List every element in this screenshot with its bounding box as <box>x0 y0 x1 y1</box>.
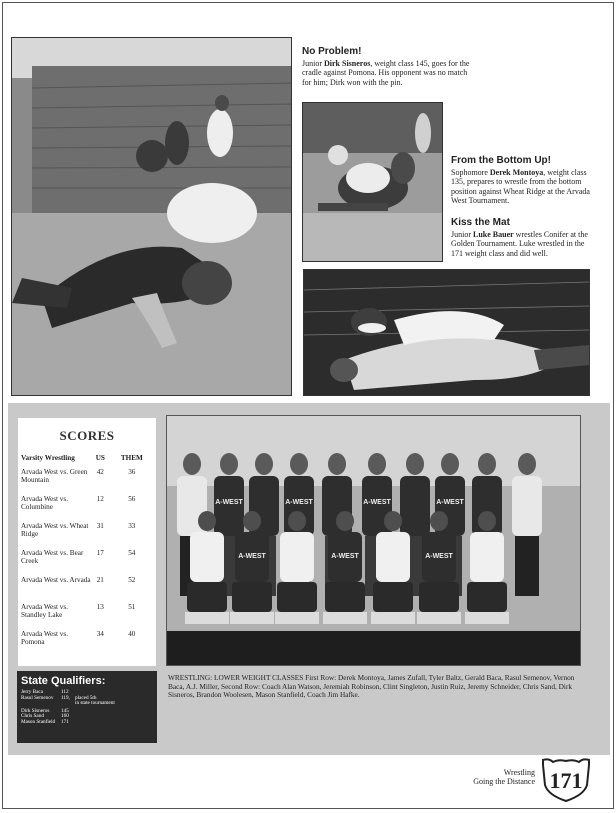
score-match: Arvada West vs. Wheat Ridge <box>21 522 89 539</box>
qualifier-name <box>21 701 61 707</box>
qualifier-weight: 112 <box>61 689 69 695</box>
page-number: 171 <box>549 768 583 793</box>
scores-box <box>18 418 156 666</box>
photo-bottom-position <box>302 102 443 262</box>
jersey-label: A-WEST <box>425 553 453 560</box>
score-us: 13 <box>96 603 104 612</box>
score-match: Arvada West vs. Bear Creek <box>21 549 84 566</box>
score-match: Arvada West vs. Pomona <box>21 630 68 647</box>
jersey-label: A-WEST <box>363 499 391 506</box>
jersey-label: A-WEST <box>285 499 313 506</box>
scores-header-row <box>21 454 154 468</box>
footer-section-label <box>473 768 535 786</box>
score-match: Arvada West vs. Arvada <box>21 576 91 585</box>
caption-no-problem <box>302 47 470 87</box>
score-us: 12 <box>96 495 104 504</box>
qualifier-name: Rasul Semenov <box>21 694 54 701</box>
scores-table <box>21 454 154 657</box>
photo-kiss-mat <box>303 269 590 396</box>
qualifier-weight: 160 <box>61 713 69 720</box>
score-row <box>21 576 154 603</box>
caption-bottom-up <box>451 156 591 206</box>
score-them: 51 <box>128 603 136 612</box>
qualifier-name: Dirk Sisneros <box>21 707 50 714</box>
caption-no-problem-text: Junior Dirk Sisneros, weight class 145, goes for the cradle against Pomona. His opponent was no match for him; Dirk won with the pin. <box>302 58 470 87</box>
qualifier-note <box>75 720 155 726</box>
jersey-label: A-WEST <box>331 553 359 560</box>
score-them: 56 <box>128 495 136 504</box>
qualifier-row <box>21 701 155 707</box>
yearbook-page <box>2 2 614 809</box>
score-match: Arvada West vs. Green Mountain <box>21 468 88 485</box>
score-row <box>21 603 154 630</box>
score-them: 33 <box>128 522 136 531</box>
jersey-label: A-WEST <box>436 499 464 506</box>
score-us: 42 <box>96 468 104 477</box>
caption-kiss-mat <box>451 218 591 258</box>
qualifier-row <box>21 720 155 726</box>
score-us: 21 <box>96 576 104 585</box>
caption-no-problem-title: No Problem! <box>302 46 362 57</box>
caption-bottom-up-title: From the Bottom Up! <box>451 155 551 166</box>
score-row <box>21 522 154 549</box>
scores-header-match: Varsity Wrestling <box>21 454 75 462</box>
jersey-label: A-WEST <box>215 499 243 506</box>
caption-bottom-up-text: Sophomore Derek Montoya, weight class 135, prepares to wrestle from the bottom position against Wheat Ridge at the Arvada West Tournament. <box>451 167 590 205</box>
jersey-label: A-WEST <box>238 553 266 560</box>
qualifier-weight: 171 <box>61 718 69 725</box>
qualifier-note: in state tournament <box>75 700 115 707</box>
scores-title: SCORES <box>59 428 115 443</box>
team-photo <box>166 415 581 666</box>
qualifier-name: Jerry Baca <box>21 689 44 695</box>
team-caption: WRESTLING: LOWER WEIGHT CLASSES First Row: Derek Montoya, James Zufall, Tyler Baltz, Gerald Baca, Rasul Semenov, Vernon Baca, A.J. Miller, Second Row: Coach Alan Watson, Jeremiah Robinson, Clint Singleton, Justin Ruiz, Jeremy Schneider, Chris Sand, Dirk Sisneros, Brandon Woolesen, Mason Stanfield, Coach Jim Hafke. <box>168 673 575 700</box>
scores-header-us: US <box>95 454 105 462</box>
page-number-badge <box>540 757 592 803</box>
score-us: 34 <box>96 630 104 639</box>
score-them: 36 <box>128 468 136 477</box>
state-qualifiers-list <box>21 690 155 726</box>
score-them: 40 <box>128 630 136 639</box>
score-them: 52 <box>128 576 136 585</box>
score-us: 17 <box>96 549 104 558</box>
state-qualifiers-box <box>17 671 157 743</box>
footer-section-subtitle: Going the Distance <box>473 777 535 786</box>
qualifier-weight <box>61 701 75 707</box>
caption-kiss-mat-title: Kiss the Mat <box>451 217 510 228</box>
score-them: 54 <box>128 549 136 558</box>
qualifier-name: Chris Sand <box>21 713 44 720</box>
caption-kiss-mat-text: Junior Luke Bauer wrestles Conifer at the Golden Tournament. Luke wrestled in the 171 weight class and did well. <box>451 229 588 258</box>
score-match: Arvada West vs. Standley Lake <box>21 603 68 620</box>
qualifier-weight: 119, <box>61 694 70 701</box>
score-row <box>21 495 154 522</box>
score-us: 31 <box>96 522 104 531</box>
qualifier-note: placed 5th <box>75 694 97 701</box>
score-row <box>21 549 154 576</box>
footer-section-title: Wrestling <box>503 768 535 777</box>
score-row <box>21 630 154 657</box>
score-match: Arvada West vs. Columbine <box>21 495 68 512</box>
score-row <box>21 468 154 495</box>
scores-header-them: THEM <box>120 454 143 462</box>
qualifier-name: Mason Stanfield <box>21 718 56 725</box>
photo-pin-cradle <box>11 37 292 396</box>
state-qualifiers-title: State Qualifiers: <box>21 675 106 687</box>
qualifier-weight: 145 <box>61 707 69 714</box>
